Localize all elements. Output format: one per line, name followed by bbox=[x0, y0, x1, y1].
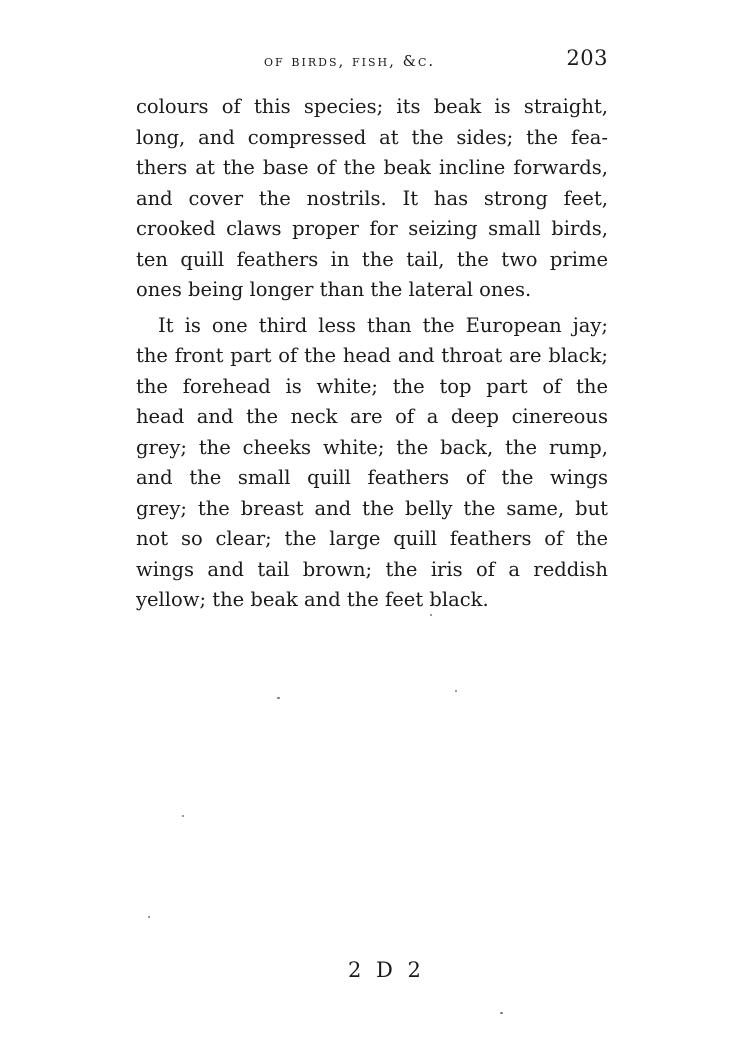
paper-speck bbox=[148, 916, 150, 918]
page-number: 203 bbox=[566, 46, 608, 70]
text-line: colours of this species; its beak is straight, bbox=[136, 95, 608, 118]
text-line: the front part of the head and throat are black; bbox=[136, 344, 608, 367]
running-title: of birds, fish, &c. bbox=[264, 52, 436, 70]
running-head bbox=[136, 46, 608, 76]
text-line: not so clear; the large quill feathers of the bbox=[136, 527, 608, 550]
paper-speck bbox=[277, 697, 280, 699]
text-line: grey; the cheeks white; the back, the rump, bbox=[136, 435, 608, 459]
text-line: yellow; the beak and the feet black. bbox=[136, 588, 489, 611]
text-line: It is one third less than the European jay; bbox=[158, 313, 608, 337]
paper-speck bbox=[430, 614, 432, 616]
text-line: and the small quill feathers of the wings bbox=[136, 466, 608, 489]
text-line: ten quill feathers in the tail, the two prime bbox=[136, 247, 608, 271]
paper-speck bbox=[455, 690, 457, 692]
text-line: long, and compressed at the sides; the fea- bbox=[136, 125, 608, 149]
paper-speck bbox=[182, 815, 184, 817]
text-line: wings and tail brown; the iris of a reddish bbox=[136, 557, 608, 581]
text-line: the forehead is white; the top part of the bbox=[136, 374, 608, 398]
text-line: grey; the breast and the belly the same, but bbox=[136, 496, 608, 520]
body-text bbox=[136, 92, 608, 616]
paper-speck bbox=[500, 1012, 503, 1014]
signature-mark: 2 D 2 bbox=[348, 958, 425, 982]
text-line: ones being longer than the lateral ones. bbox=[136, 278, 532, 301]
text-line: and cover the nostrils. It has strong feet, bbox=[136, 186, 608, 210]
text-line: thers at the base of the beak incline forwards, bbox=[136, 156, 608, 179]
text-line: crooked claws proper for seizing small birds, bbox=[136, 217, 608, 240]
text-line: head and the neck are of a deep cinereous bbox=[136, 405, 608, 428]
paragraph-1 bbox=[136, 92, 608, 306]
paragraph-2 bbox=[136, 311, 608, 616]
